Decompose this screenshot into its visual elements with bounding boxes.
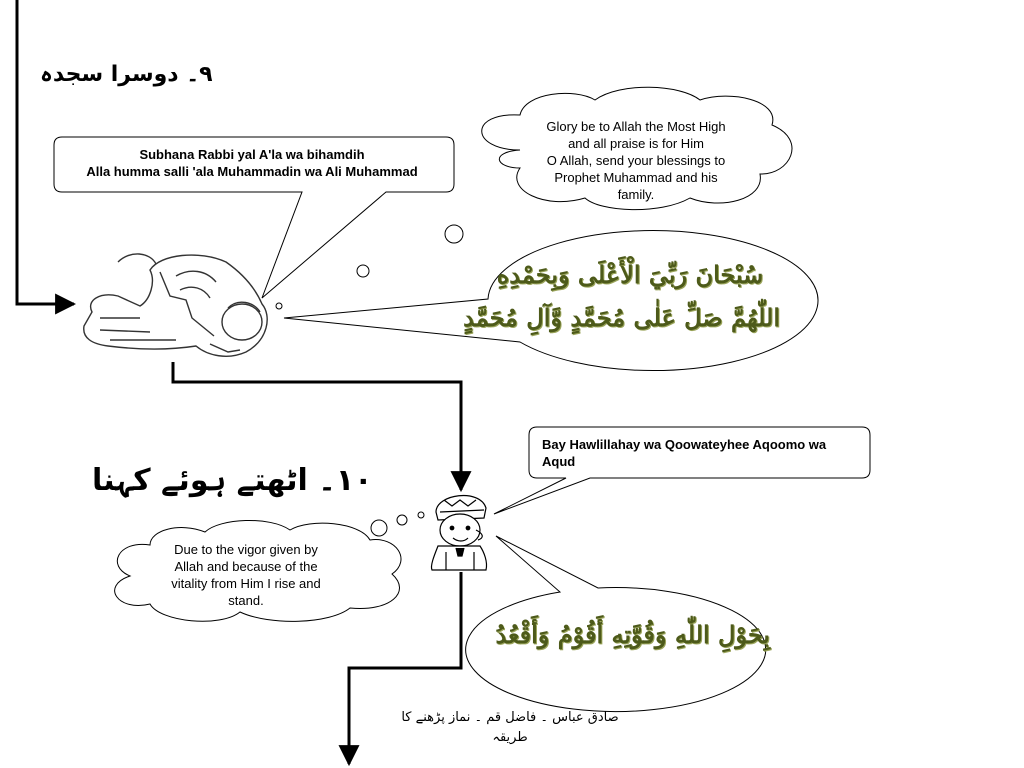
- translation-2-line-1: Due to the vigor given by: [174, 542, 318, 557]
- author-credit-line-1: صادق عباس ۔ فاضل قم ۔ نماز پڑھنے کا: [401, 710, 619, 725]
- prostrating-figure-illustration: [84, 254, 267, 356]
- translation-2-line-3: vitality from Him I rise and: [171, 576, 321, 591]
- speech-bubble-transliteration-1-text: [56, 146, 448, 180]
- translation-1-line-2: and all praise is for Him: [568, 136, 704, 151]
- thought-dot-medium-2: [397, 515, 407, 525]
- thought-cloud-translation-1-text: [536, 118, 736, 203]
- thought-dot-small: [276, 303, 282, 309]
- translation-1-line-5: family.: [617, 187, 655, 202]
- translation-1-line-1: Glory be to Allah the Most High: [546, 119, 726, 134]
- arabic-dua-2: بِحَوْلِ اللّٰهِ وَقُوَّتِهِ أَقُوْمُ وَأَقْعُدُ: [495, 620, 770, 649]
- transliteration-1-line-2: Alla humma salli 'ala Muhammadin wa Ali Muhammad: [86, 164, 418, 179]
- thought-dot-large-2: [371, 520, 387, 536]
- translation-2-line-4: stand.: [228, 593, 264, 608]
- translation-1-line-3: O Allah, send your blessings to: [546, 153, 726, 168]
- thought-dot-medium: [357, 265, 369, 277]
- thought-cloud-translation-2-text: [160, 541, 332, 609]
- standing-child-illustration: [431, 496, 486, 570]
- thought-dot-small-2: [418, 512, 424, 518]
- step-10-heading: ۱۰۔ اٹھتے ہوئے کہنا: [92, 463, 373, 498]
- arabic-dua-1-line-1: سُبْحَانَ رَبِّيَ الْأَعْلَى وَبِحَمْدِهِ: [496, 260, 764, 289]
- speech-bubble-arabic-1: [284, 231, 818, 371]
- author-credit-line-2: طریقہ: [492, 730, 528, 745]
- flow-connectors: [17, 0, 461, 764]
- thought-dot-large: [445, 225, 463, 243]
- transliteration-2-line-1: Bay Hawlillahay wa Qoowateyhee Aqoomo wa: [542, 437, 827, 452]
- transliteration-2-line-2: Aqud: [542, 454, 576, 469]
- translation-1-line-4: Prophet Muhammad and his: [554, 170, 718, 185]
- author-credit: [370, 708, 650, 748]
- transliteration-1-line-1: Subhana Rabbi yal A'la wa bihamdih: [139, 147, 365, 162]
- translation-2-line-2: Allah and because of the: [174, 559, 318, 574]
- speech-bubble-transliteration-2-text: [542, 436, 862, 470]
- step-9-heading: ۹۔ دوسرا سجدہ: [40, 62, 213, 87]
- arabic-dua-1-line-2: اللّٰهُمَّ صَلِّ عَلٰى مُحَمَّدٍ وَّآلِ مُحَمَّدٍ: [463, 303, 780, 332]
